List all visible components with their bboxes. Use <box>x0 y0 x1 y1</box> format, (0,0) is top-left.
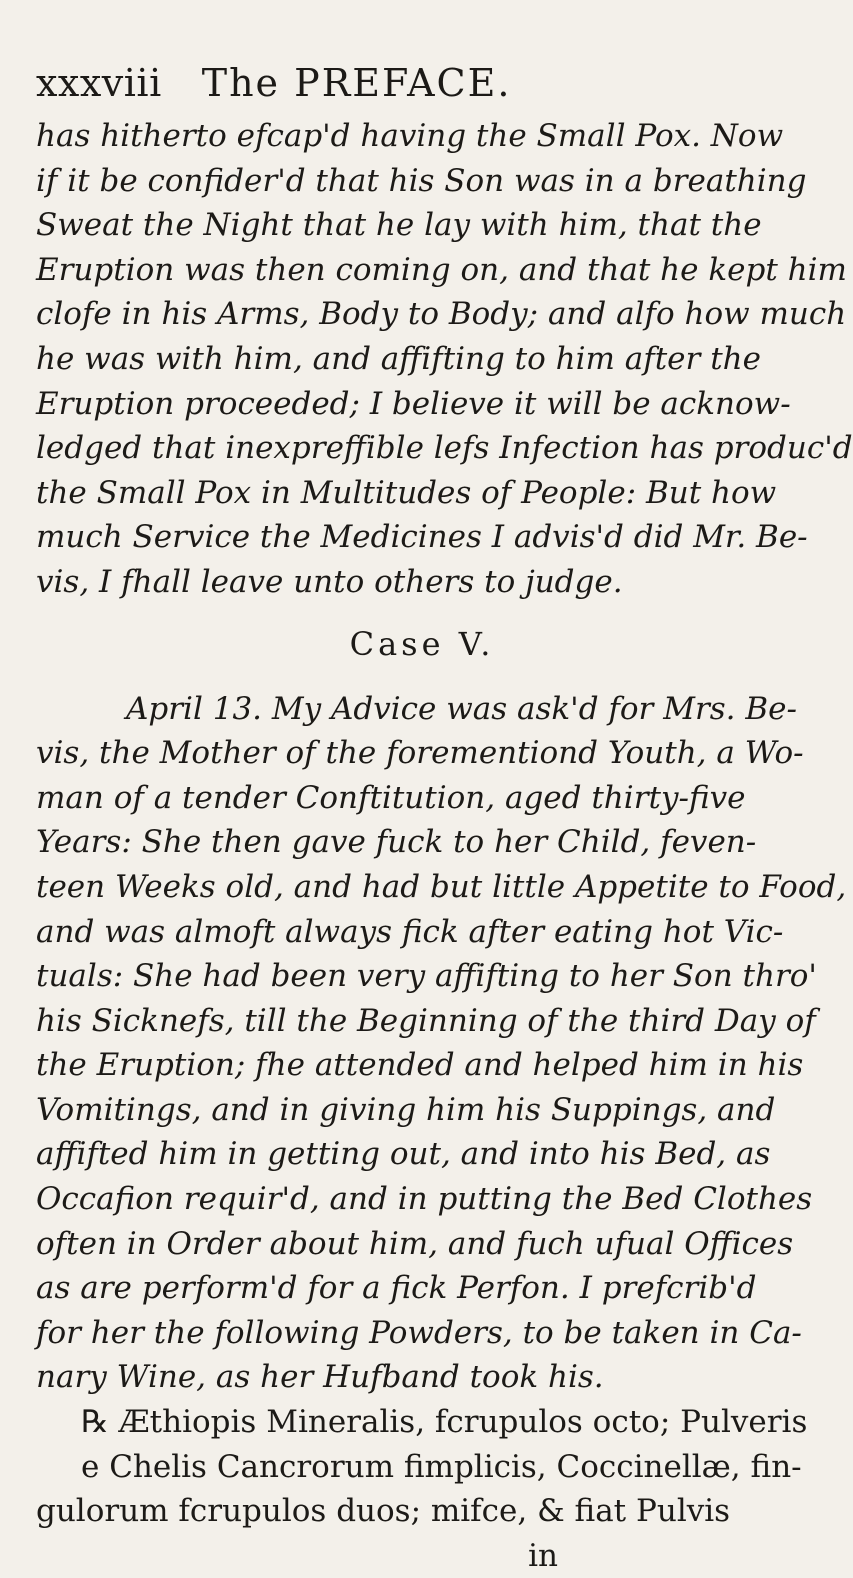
running-title: The PREFACE. <box>201 61 512 105</box>
text-line: April 13. My Advice was ask'd for Mrs. Be- <box>126 690 797 727</box>
text-line: the Eruption; fhe attended and helped him in his <box>36 1047 804 1084</box>
text-line: Eruption proceeded; I believe it will be acknow- <box>36 385 791 422</box>
prescription-line: e Chelis Cancrorum fimplicis, Coccinellæ, fin- <box>81 1448 802 1485</box>
text-line: vis, the Mother of the forementiond Youth, a Wo- <box>36 735 804 772</box>
text-line: tuals: She had been very affifting to her Son thro' <box>36 958 817 995</box>
text-line: clofe in his Arms, Body to Body; and alfo how much <box>36 296 847 333</box>
text-line: man of a tender Conftitution, aged thirty-five <box>36 779 746 816</box>
text-line: Sweat the Night that he lay with him, that the <box>36 207 762 244</box>
page-header <box>36 58 768 108</box>
text-line: he was with him, and affifting to him after the <box>36 340 761 377</box>
text-line: teen Weeks old, and had but little Appetite to Food, <box>36 868 847 905</box>
text-line: ledged that inexpreffible lefs Infection has produc'd <box>36 430 853 467</box>
text-line: vis, I fhall leave unto others to judge. <box>36 563 623 600</box>
text-line: Eruption was then coming on, and that he kept him <box>36 251 847 288</box>
text-line: Occafion requir'd, and in putting the Bed Clothes <box>36 1181 813 1218</box>
text-line: as are perform'd for a fick Perfon. I prefcrib'd <box>36 1270 757 1307</box>
prescription-line: ℞ Æthiopis Mineralis, fcrupulos octo; Pulveris <box>81 1404 808 1441</box>
text-line: much Service the Medicines I advis'd did Mr. Be- <box>36 519 808 556</box>
text-line: and was almoft always fick after eating hot Vic- <box>36 913 784 950</box>
text-line: the Small Pox in Multitudes of People: But how <box>36 474 777 511</box>
body-text <box>36 114 853 1578</box>
case-heading: Case V. <box>349 624 495 663</box>
text-line: Years: She then gave fuck to her Child, feven- <box>36 824 757 861</box>
text-line: for her the following Powders, to be taken in Ca- <box>36 1314 802 1351</box>
text-line: nary Wine, as her Hufband took his. <box>36 1359 604 1396</box>
text-line: if it be confider'd that his Son was in a breathing <box>36 162 807 199</box>
prescription-line: gulorum fcrupulos duos; mifce, & fiat Pulvis <box>36 1493 731 1530</box>
text-line: often in Order about him, and fuch ufual Offices <box>36 1225 794 1262</box>
text-line: affifted him in getting out, and into his Bed, as <box>36 1136 771 1173</box>
page-number: xxxviii <box>36 61 162 105</box>
text-line: Vomitings, and in giving him his Suppings, and <box>36 1091 776 1128</box>
text-line: has hitherto efcap'd having the Small Pox. Now <box>36 118 784 154</box>
text-line: his Sicknefs, till the Beginning of the third Day of <box>36 1002 816 1039</box>
catchword: in <box>528 1537 558 1574</box>
